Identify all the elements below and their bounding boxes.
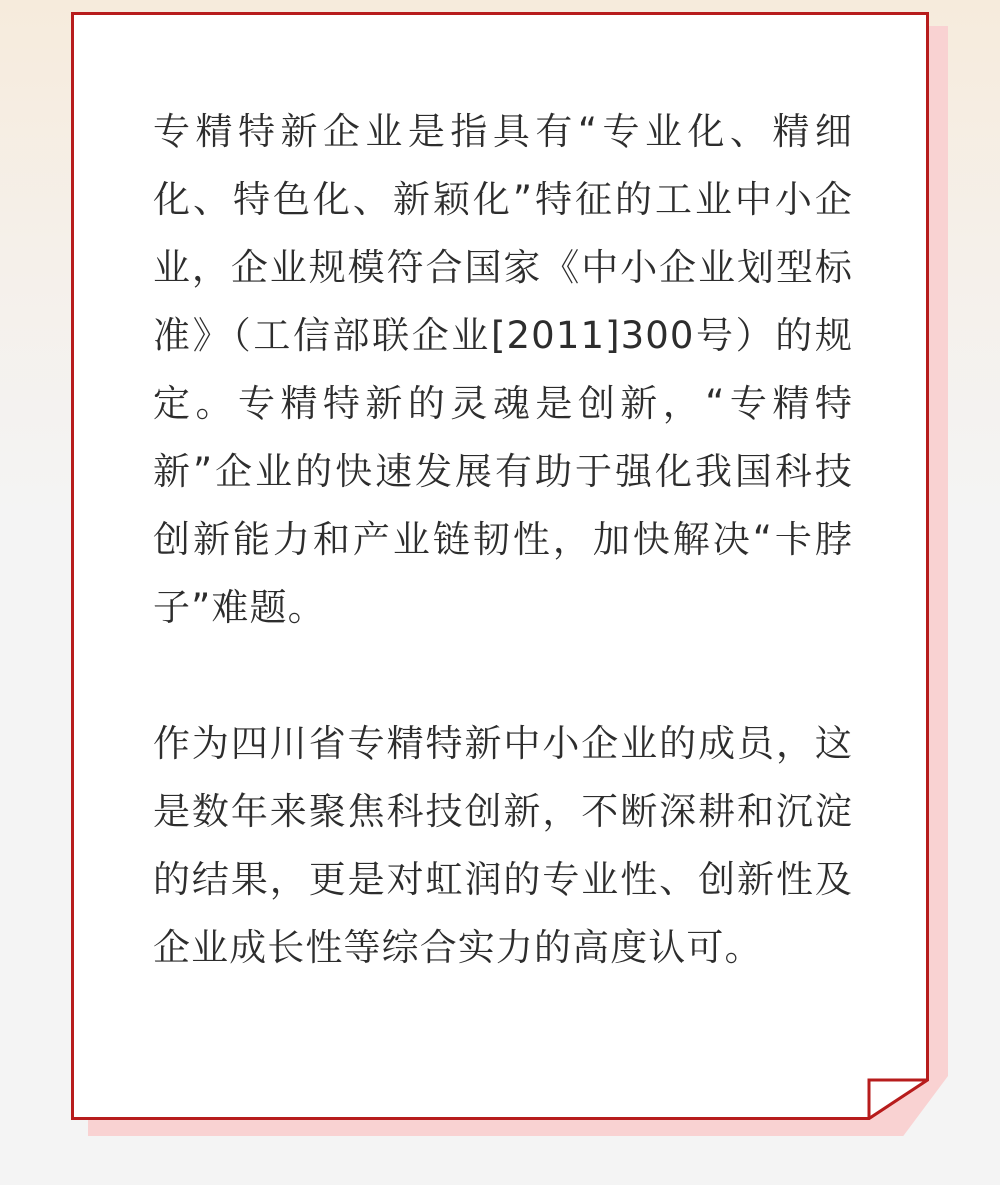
article-body — [153, 98, 853, 982]
paragraph-intro: 专精特新企业是指具有“专业化、精细化、特色化、新颖化”特征的工业中小企业，企业规模符合国家《中小企业划型标准》（工信部联企业[2011]300号）的规定。专精特新的灵魂是创新，“专精特新”企业的快速发展有助于强化我国科技创新能力和产业链韧性，加快解决“卡脖子”难题。 — [153, 110, 853, 629]
content-card — [71, 12, 929, 1120]
folded-corner — [869, 1080, 928, 1119]
paragraph-member: 作为四川省专精特新中小企业的成员，这是数年来聚焦科技创新，不断深耕和沉淀的结果，更是对虹润的专业性、创新性及企业成长性等综合实力的高度认可。 — [153, 722, 853, 969]
